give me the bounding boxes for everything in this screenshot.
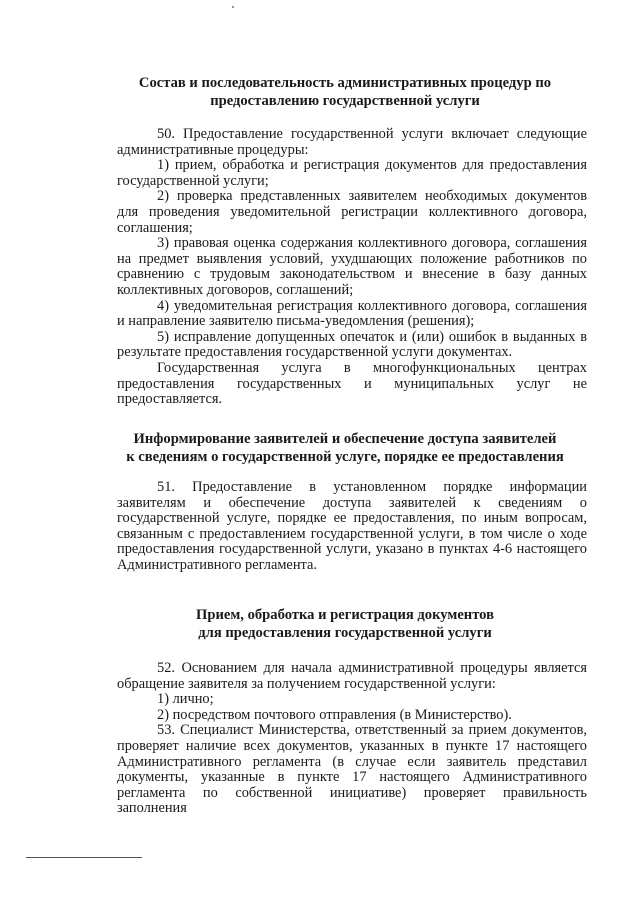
- paragraph: 2) проверка представленных заявителем необходимых документов для проведения уведомительной регистрации коллективного договора, соглашения;: [117, 188, 587, 236]
- paragraph: 50. Предоставление государственной услуги включает следующие административные процедуры:: [117, 126, 587, 158]
- paragraph: 3) правовая оценка содержания коллективного договора, соглашения на предмет выявления условий, ухудшающих положение работников по сравнению с трудовым законодательством и внесение в базу данных коллективных договоров, соглашений;: [117, 235, 587, 298]
- heading-line: для предоставления государственной услуги: [198, 625, 492, 641]
- paragraph: Государственная услуга в многофункциональных центрах предоставления государственных и муниципальных услуг не предоставляется.: [117, 359, 587, 408]
- section-body-informing: [117, 480, 587, 574]
- paragraph: 2) посредством почтового отправления (в Министерство).: [157, 706, 512, 723]
- heading-line: Информирование заявителей и обеспечение доступа заявителей: [133, 431, 557, 447]
- section-heading-informing: [110, 430, 580, 466]
- paragraph: 1) прием, обработка и регистрация документов для предоставления государственной услуги;: [117, 157, 587, 189]
- heading-line: предоставлению государственной услуги: [210, 93, 480, 109]
- paragraph: 4) уведомительная регистрация коллективного договора, соглашения и направление заявителю письма-уведомления (решения);: [117, 297, 587, 330]
- scan-speck: [232, 6, 234, 8]
- footnote-rule: [26, 857, 142, 858]
- paragraph: 1) лично;: [157, 691, 214, 708]
- section-body-procedures: [117, 127, 587, 408]
- paragraph: 52. Основанием для начала административной процедуры является обращение заявителя за получением государственной услуги:: [117, 660, 587, 692]
- heading-line: к сведениям о государственной услуге, порядке ее предоставления: [126, 449, 564, 465]
- section-heading-reception: [110, 606, 580, 642]
- section-body-reception: [117, 661, 587, 817]
- heading-line: Прием, обработка и регистрация документов: [196, 607, 494, 623]
- section-heading-procedures: [110, 74, 580, 110]
- paragraph: 5) исправление допущенных опечаток и (или) ошибок в выданных в результате предоставления государственной услуги документах.: [117, 328, 587, 361]
- heading-line: Состав и последовательность административных процедур по: [138, 75, 552, 91]
- paragraph: 51. Предоставление в установленном порядке информации заявителям и обеспечение доступа заявителей к сведениям о государственной услуге, порядке ее предоставления, по иным вопросам, связанным с предоставлением государственной услуги, в том числе о ходе предоставления государственной услуги, указано в пунктах 4-6 настоящего Административного регламента.: [117, 479, 587, 573]
- paragraph: 53. Специалист Министерства, ответственный за прием документов, проверяет наличие всех документов, указанных в пункте 17 настоящего Административного регламента (в случае если заявитель представил документы, указанные в пункте 17 настоящего Административного регламента по собственной инициативе) проверяет правильность заполнения: [117, 722, 587, 817]
